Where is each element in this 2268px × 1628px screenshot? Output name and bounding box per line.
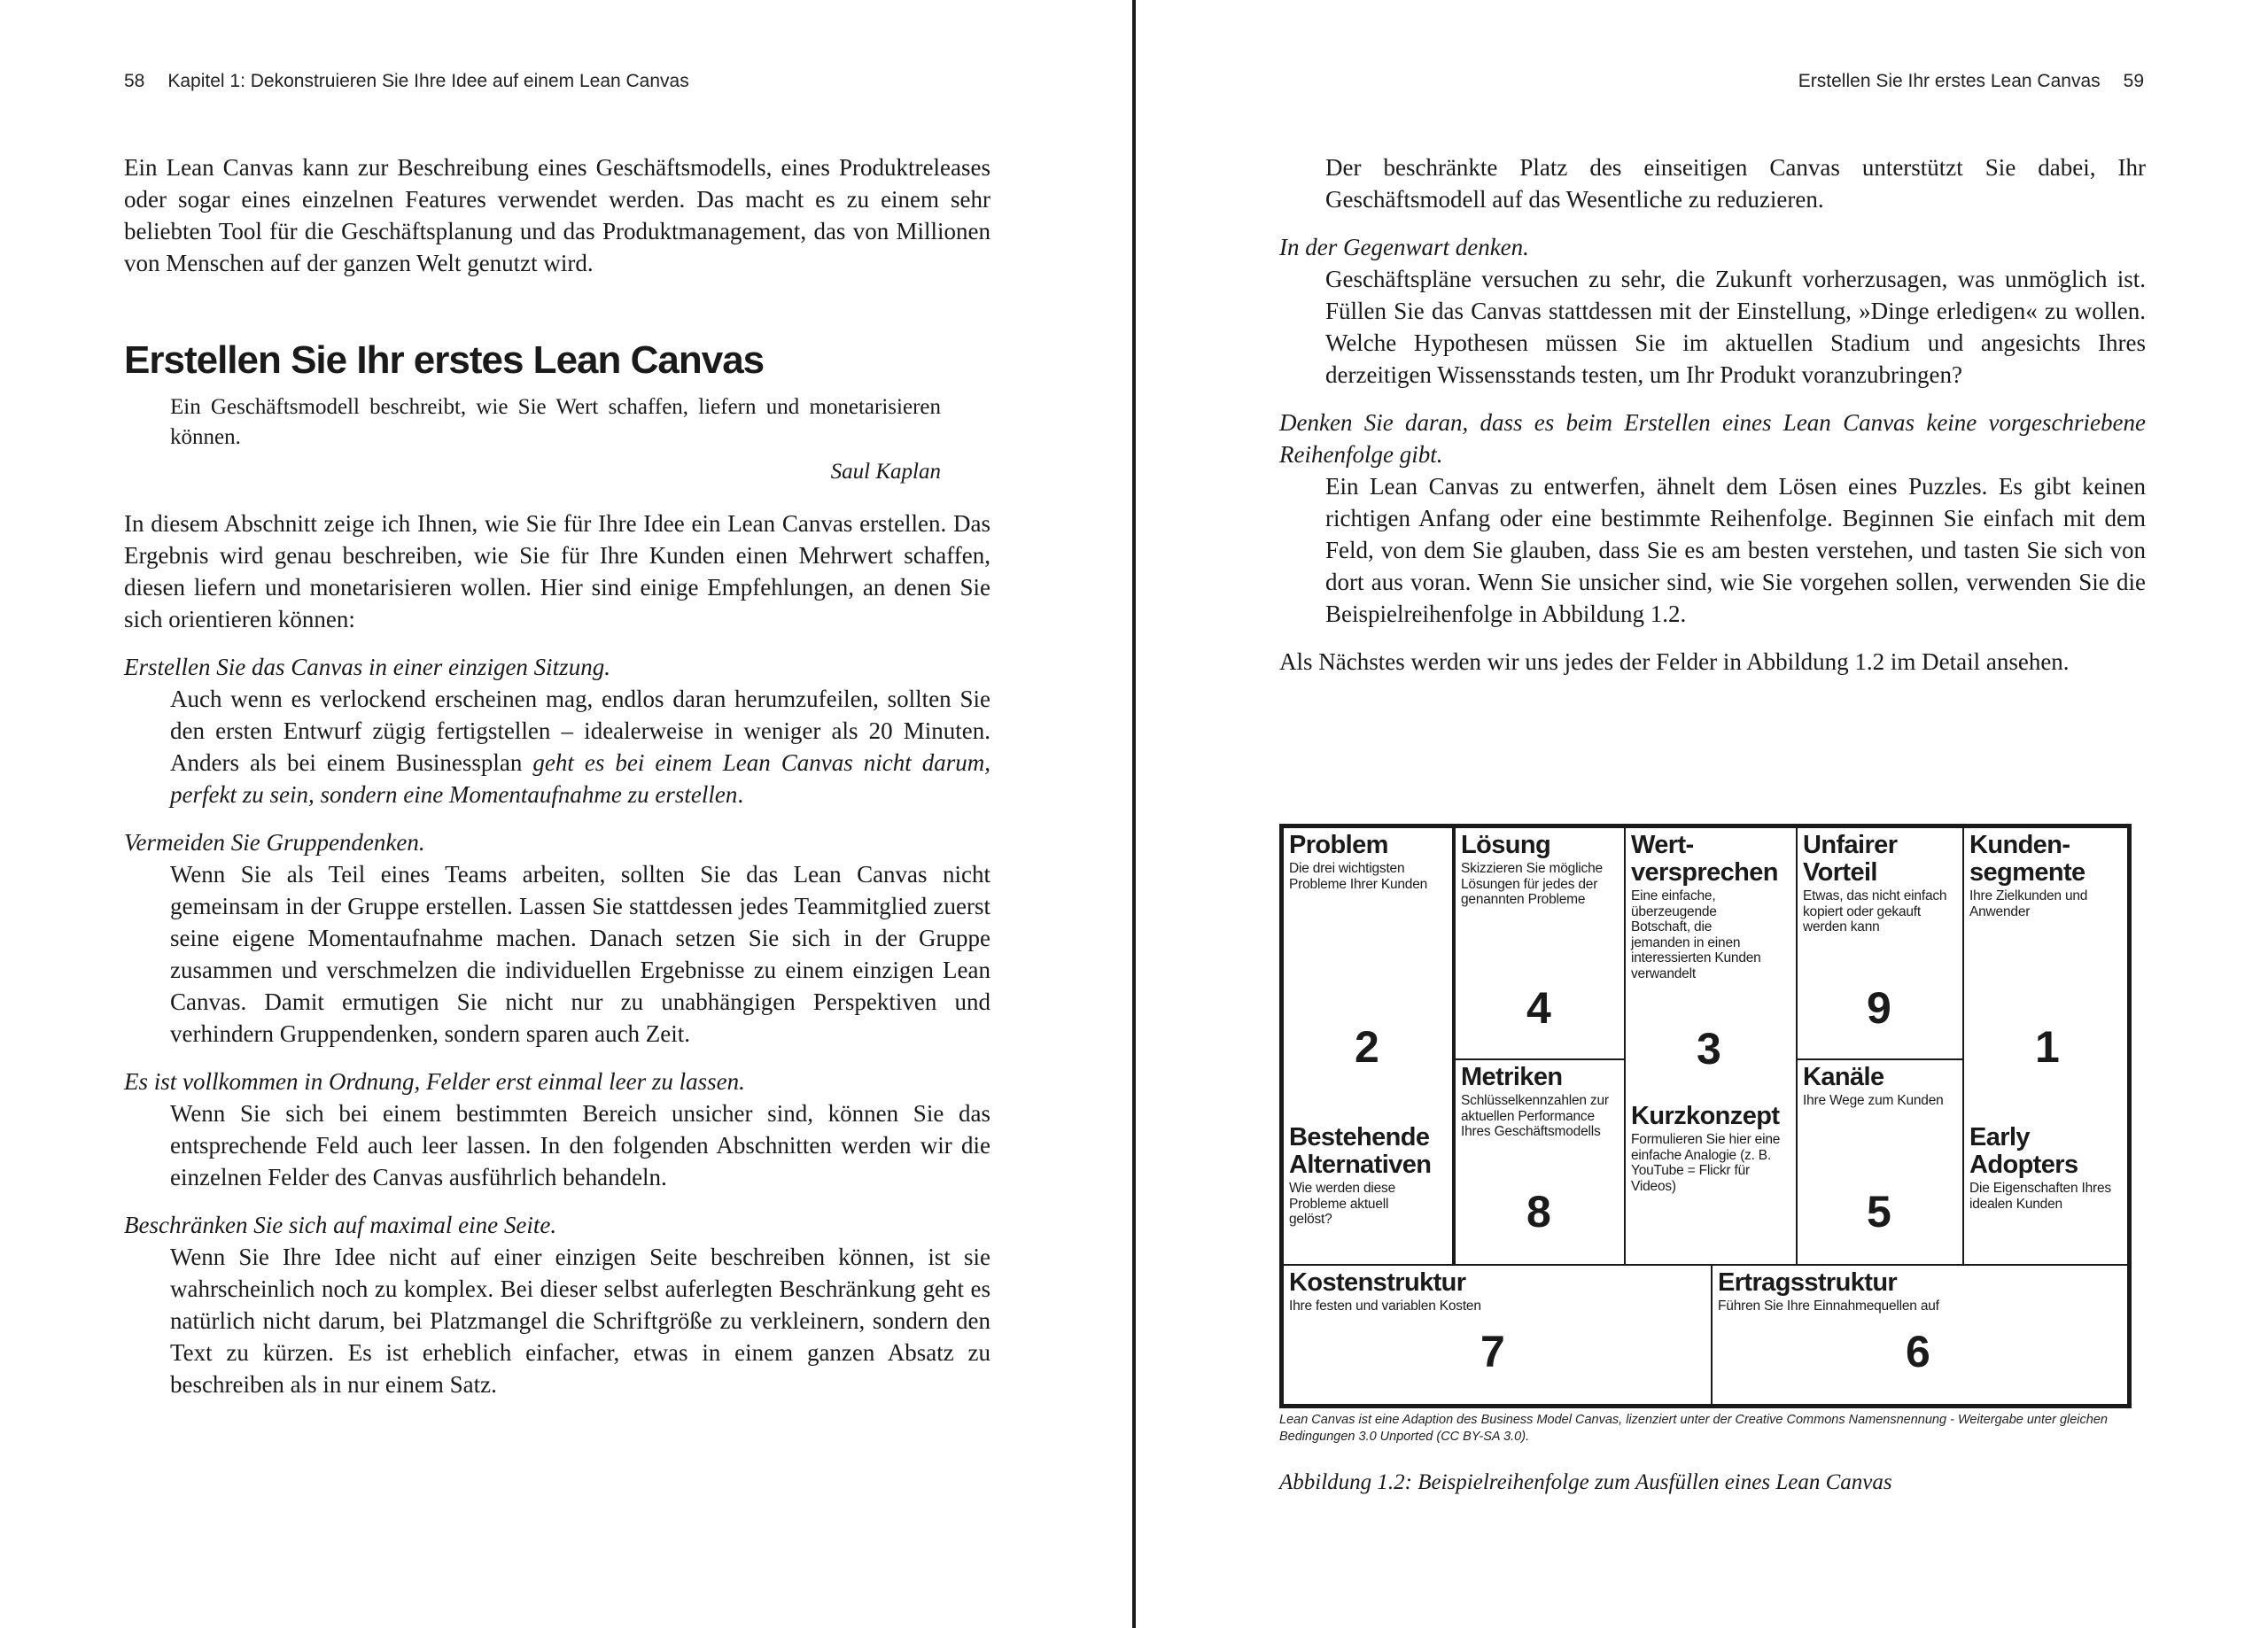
section-heading: Erstellen Sie Ihr erstes Lean Canvas [124, 338, 765, 382]
cell-description: Die Eigenschaften Ihres idealen Kunden [1969, 1181, 2111, 1212]
canvas-cell-customer-segments [1962, 826, 2129, 1266]
cell-description: Eine einfache, überzeugende Botschaft, die jemanden in einen interessierten Kunden verwandelt [1631, 888, 1761, 981]
running-head-left [124, 71, 689, 92]
canvas-cell-solution [1454, 826, 1626, 1060]
cell-title: Early Adopters [1969, 1123, 2078, 1179]
cell-description: Schlüsselkennzahlen zur aktuellen Performance Ihres Geschäftsmodells [1461, 1093, 1609, 1139]
canvas-cell-problem [1282, 826, 1454, 1266]
cell-description: Etwas, das nicht einfach kopiert oder gekauft werden kann [1803, 888, 1947, 934]
tip-term: Es ist vollkommen in Ordnung, Felder erst einmal leer zu lassen. [124, 1068, 745, 1095]
canvas-subsection-concept [1631, 1103, 1792, 1194]
cell-number: 2 [1355, 1022, 1379, 1072]
cell-title: Kostenstruktur [1289, 1268, 1466, 1297]
cell-title: Bestehende Alternativen [1289, 1123, 1432, 1179]
tip-term: Vermeiden Sie Gruppendenken. [124, 829, 425, 856]
tip-term: In der Gegenwart denken. [1279, 234, 1529, 260]
cell-number: 7 [1480, 1327, 1505, 1376]
running-head-right [1798, 71, 2144, 92]
cell-description: Ihre Wege zum Kunden [1803, 1093, 1944, 1108]
next-paragraph: Als Nächstes werden wir uns jedes der Felder in Abbildung 1.2 im Detail ansehen. [1279, 648, 2070, 675]
canvas-subsection-alternatives [1289, 1124, 1449, 1228]
canvas-cell-channels [1796, 1058, 1964, 1266]
tip-text: Wenn Sie Ihre Idee nicht auf einer einzigen Seite beschreiben können, ist sie wahrscheinlich noch zu komplex. Bei dieser selbst auferlegten Beschränkung geht es natürlich nicht darum, bei Platzmangel die Schriftgröße zu verkleinern, sondern den Text zu kürzen. Es ist erheblich einfacher, etwas in einem ganzen Absatz zu beschreiben als in nur einem Satz. [170, 1244, 990, 1398]
cell-number: 8 [1526, 1187, 1551, 1237]
cell-number: 5 [1867, 1187, 1891, 1237]
tip-term: Beschränken Sie sich auf maximal eine Seite. [124, 1212, 557, 1238]
cell-number: 4 [1526, 983, 1551, 1033]
page-number: 58 [124, 71, 145, 91]
cell-description: Führen Sie Ihre Einnahmequellen auf [1718, 1299, 1939, 1314]
canvas-cell-unfair-advantage [1796, 826, 1964, 1060]
right-page [1136, 0, 2268, 1628]
cell-number: 1 [2035, 1022, 2060, 1072]
right-body [1279, 151, 2146, 678]
canvas-cell-revenue-streams [1711, 1264, 2129, 1406]
tip-term: Erstellen Sie das Canvas in einer einzigen Sitzung. [124, 654, 610, 680]
canvas-cell-value-proposition [1624, 826, 1798, 1266]
tip-text: Auch wenn es verlockend erscheinen mag, endlos daran herumzufeilen, sollten Sie den ersten Entwurf zügig fertigstellen – idealerweise in weniger als 20 Minuten. Anders als bei einem Businessplan geht es bei einem Lean Canvas nicht darum, perfekt zu sein, sondern eine Momentaufnahme zu erstellen. [170, 686, 990, 808]
canvas-cell-cost-structure [1282, 1264, 1713, 1406]
chapter-title: Kapitel 1: Dekonstruieren Sie Ihre Idee auf einem Lean Canvas [167, 71, 689, 91]
cell-description: Die drei wichtigsten Probleme Ihrer Kunden [1289, 861, 1428, 892]
cell-title: Wert-versprechen [1631, 831, 1778, 887]
cell-title: Kunden-segmente [1969, 831, 2085, 887]
cell-title: Unfairer Vorteil [1803, 831, 1898, 887]
cell-title: Metriken [1461, 1063, 1563, 1091]
cell-number: 6 [1906, 1327, 1930, 1376]
cell-description: Formulieren Sie hier eine einfache Analogie (z. B. YouTube = Flickr für Videos) [1631, 1132, 1781, 1194]
cell-title: Ertragsstruktur [1718, 1268, 1898, 1297]
section-intro-paragraph: In diesem Abschnitt zeige ich Ihnen, wie Sie für Ihre Idee ein Lean Canvas erstellen. Das Ergebnis wird genau beschreiben, wie Sie für Ihre Kunden einen Mehrwert schaffen, diesen liefern und monetarisieren wollen. Hier sind einige Empfehlungen, an denen Sie sich orientieren können: [124, 510, 990, 632]
tip-text: Der beschränkte Platz des einseitigen Canvas unterstützt Sie dabei, Ihr Geschäftsmodell auf das Wesentliche zu reduzieren. [1325, 154, 2146, 213]
cell-title: Kurzkonzept [1631, 1102, 1780, 1130]
cell-title: Kanäle [1803, 1063, 1884, 1091]
cell-number: 9 [1867, 983, 1891, 1033]
left-page [0, 0, 1132, 1628]
epigraph-quote: Ein Geschäftsmodell beschreibt, wie Sie Wert schaffen, liefern und monetarisieren können. [170, 395, 941, 449]
cell-description: Skizzieren Sie mögliche Lösungen für jedes der genannten Probleme [1461, 861, 1603, 907]
canvas-cell-metrics [1454, 1058, 1626, 1266]
tip-text: Wenn Sie als Teil eines Teams arbeiten, sollten Sie das Lean Canvas nicht gemeinsam in der Gruppe erstellen. Lassen Sie stattdessen jedes Teammitglied zuerst seine eigene Momentaufnahme machen. Danach setzen Sie sich in der Gruppe zusammen und verschmelzen die individuellen Ergebnisse zu einem einzigen Lean Canvas. Damit ermutigen Sie nicht nur zu unabhängigen Perspektiven und verhindern Gruppendenken, sondern sparen auch Zeit. [170, 861, 990, 1047]
cell-title: Problem [1289, 831, 1388, 859]
cell-description: Ihre festen und variablen Kosten [1289, 1299, 1481, 1314]
page-number: 59 [2123, 71, 2144, 91]
figure-caption: Abbildung 1.2: Beispielreihenfolge zum Ausfüllen eines Lean Canvas [1279, 1470, 1892, 1494]
cell-description: Wie werden diese Probleme aktuell gelöst? [1289, 1181, 1395, 1227]
cell-number: 3 [1697, 1024, 1721, 1074]
tip-text: Geschäftspläne versuchen zu sehr, die Zukunft vorherzusagen, was unmöglich ist. Füllen Sie das Canvas stattdessen mit der Einstellung, »Dinge erledigen« zu wollen. Welche Hypothesen müssen Sie im aktuellen Stadium und angesichts Ihres derzeitigen Wissensstands testen, um Ihr Produkt voranzubringen? [1325, 266, 2146, 388]
tip-text: Wenn Sie sich bei einem bestimmten Bereich unsicher sind, können Sie das entsprechende Feld auch leer lassen. In den folgenden Abschnitten werden wir die einzelnen Felder des Canvas ausführlich behandeln. [170, 1100, 990, 1190]
tip-text: Ein Lean Canvas zu entwerfen, ähnelt dem Lösen eines Puzzles. Es gibt keinen richtigen Anfang oder eine bestimmte Reihenfolge. Beginnen Sie einfach mit dem Feld, von dem Sie glauben, dass Sie es am besten verstehen, und tasten Sie sich von dort aus voran. Wenn Sie unsicher sind, wie Sie vorgehen sollen, verwenden Sie die Beispielreihenfolge in Abbildung 1.2. [1325, 473, 2146, 627]
intro-paragraph: Ein Lean Canvas kann zur Beschreibung eines Geschäftsmodells, eines Produktreleases oder sogar eines einzelnen Features verwendet werden. Das macht es zu einem sehr beliebten Tool für die Geschäftsplanung und das Produktmanagement, das von Millionen von Menschen auf der ganzen Welt genutzt wird. [124, 154, 990, 276]
cell-title: Lösung [1461, 831, 1551, 859]
lean-canvas-figure [1279, 824, 2132, 1408]
left-body [124, 151, 990, 1400]
figure-license-note: Lean Canvas ist eine Adaption des Business Model Canvas, lizenziert unter der Creative Commons Namensnennung - Weitergabe unter gleichen Bedingungen 3.0 Unported (CC BY-SA 3.0). [1279, 1413, 2108, 1444]
tip-term: Denken Sie daran, dass es beim Erstellen eines Lean Canvas keine vorgeschriebene Reihenfolge gibt. [1279, 409, 2146, 468]
section-title: Erstellen Sie Ihr erstes Lean Canvas [1798, 71, 2101, 91]
canvas-subsection-early-adopters [1969, 1124, 2120, 1212]
cell-description: Ihre Zielkunden und Anwender [1969, 888, 2088, 919]
epigraph-author: Saul Kaplan [830, 460, 941, 484]
